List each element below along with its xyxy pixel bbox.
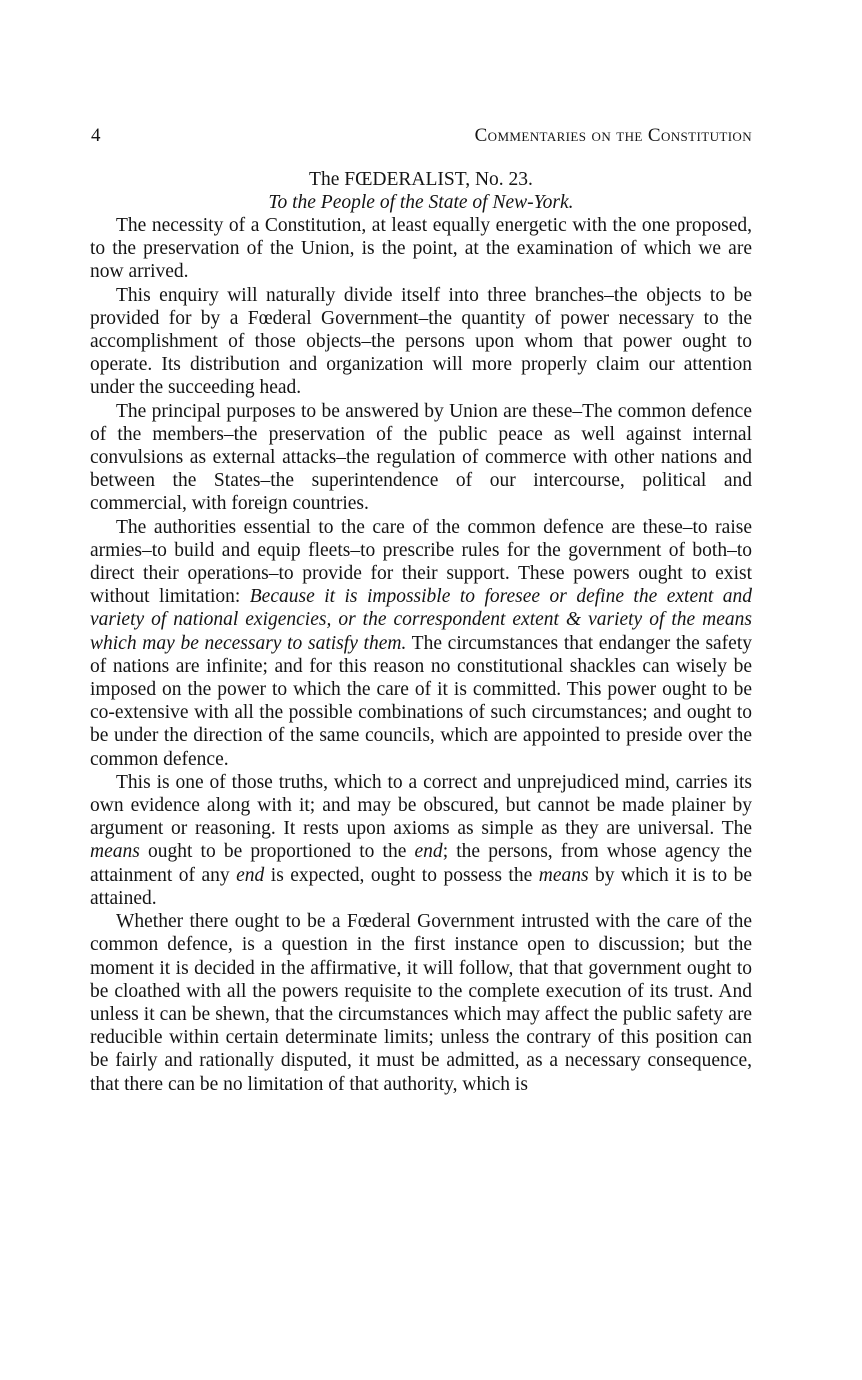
article-title: The FŒDERALIST, No. 23. [309, 169, 533, 190]
paragraph-5-text-b: ought to be proportioned to the [139, 841, 415, 863]
paragraph-5-text-e: by which it is to be attained. [90, 864, 752, 909]
paragraph-4-text-a: The authorities essential to the care of the common defence are these–to raise armies–to build and equip fleets–to prescribe rules for the government of both–to direct their operations–to provide for their support. These powers ought to exist without limitation: [90, 516, 752, 608]
paragraph-4-text-b: The circumstances that endanger the safety of nations are infinite; and for this reason no constitutional shackles can wisely be imposed on the power to which the care of it is committed. This power ought to be co-extensive with all the possible combinations of such circumstances; and ought to be under the direction of the same councils, which are appointed to preside over the common defence. [90, 632, 753, 770]
paragraph-5-text-c: ; the persons, from whose agency the attainment of any [90, 841, 752, 886]
paragraph-4-emphasis: Because it is impossible to foresee or define the extent and variety of national exigencies, or the correspondent extent & variety of the means which may be necessary to satisfy them. [90, 586, 752, 654]
paragraph-4 [90, 516, 752, 771]
paragraph-5-emphasis-end: end [414, 841, 443, 863]
paragraph-5-emphasis-means-2: means [538, 864, 589, 886]
salutation: To the People of the State of New-York. [268, 192, 574, 213]
page-number: 4 [91, 125, 101, 146]
paragraph-5-emphasis-end-2: end [236, 864, 265, 886]
paragraph-6: Whether there ought to be a Fœderal Government intrusted with the care of the common defence, is a question in the first instance open to discussion; but the moment it is decided in the affirmative, it will follow, that that government ought to be cloathed with all the powers requisite to the complete execution of its trust. And unless it can be shewn, that the circumstances which may affect the public safety are reducible within certain determinate limits; unless the contrary of this position can be fairly and rationally disputed, it must be admitted, as a necessary consequence, that there can be no limitation of that authority, which is [90, 911, 752, 1095]
article-body [90, 214, 752, 1096]
paragraph-5-text-d: is expected, ought to possess the [264, 864, 539, 886]
paragraph-5-emphasis-means: means [90, 841, 140, 863]
running-title: Commentaries on the Constitution [474, 125, 752, 146]
paragraph-2: This enquiry will naturally divide itself into three branches–the objects to be provided for by a Fœderal Government–the quantity of power necessary to the accomplishment of those objects–the persons upon whom that power ought to operate. Its distribution and organization will more properly claim our attention under the succeeding head. [90, 284, 752, 399]
document-page [90, 122, 752, 1096]
paragraph-5-text-a: This is one of those truths, which to a correct and unprejudiced mind, carries its own evidence along with it; and may be obscured, but cannot be made plainer by argument or reasoning. It rests upon axioms as simple as they are universal. The [90, 771, 752, 840]
paragraph-5 [90, 771, 752, 910]
paragraph-1: The necessity of a Constitution, at least equally energetic with the one proposed, to the preservation of the Union, is the point, at the examination of which we are now arrived. [90, 215, 752, 283]
paragraph-3: The principal purposes to be answered by Union are these–The common defence of the members–the preservation of the public peace as well against internal convulsions as external attacks–the regulation of commerce with other nations and between the States–the superintendence of our intercourse, political and commercial, with foreign countries. [90, 400, 752, 515]
running-head [90, 122, 752, 152]
